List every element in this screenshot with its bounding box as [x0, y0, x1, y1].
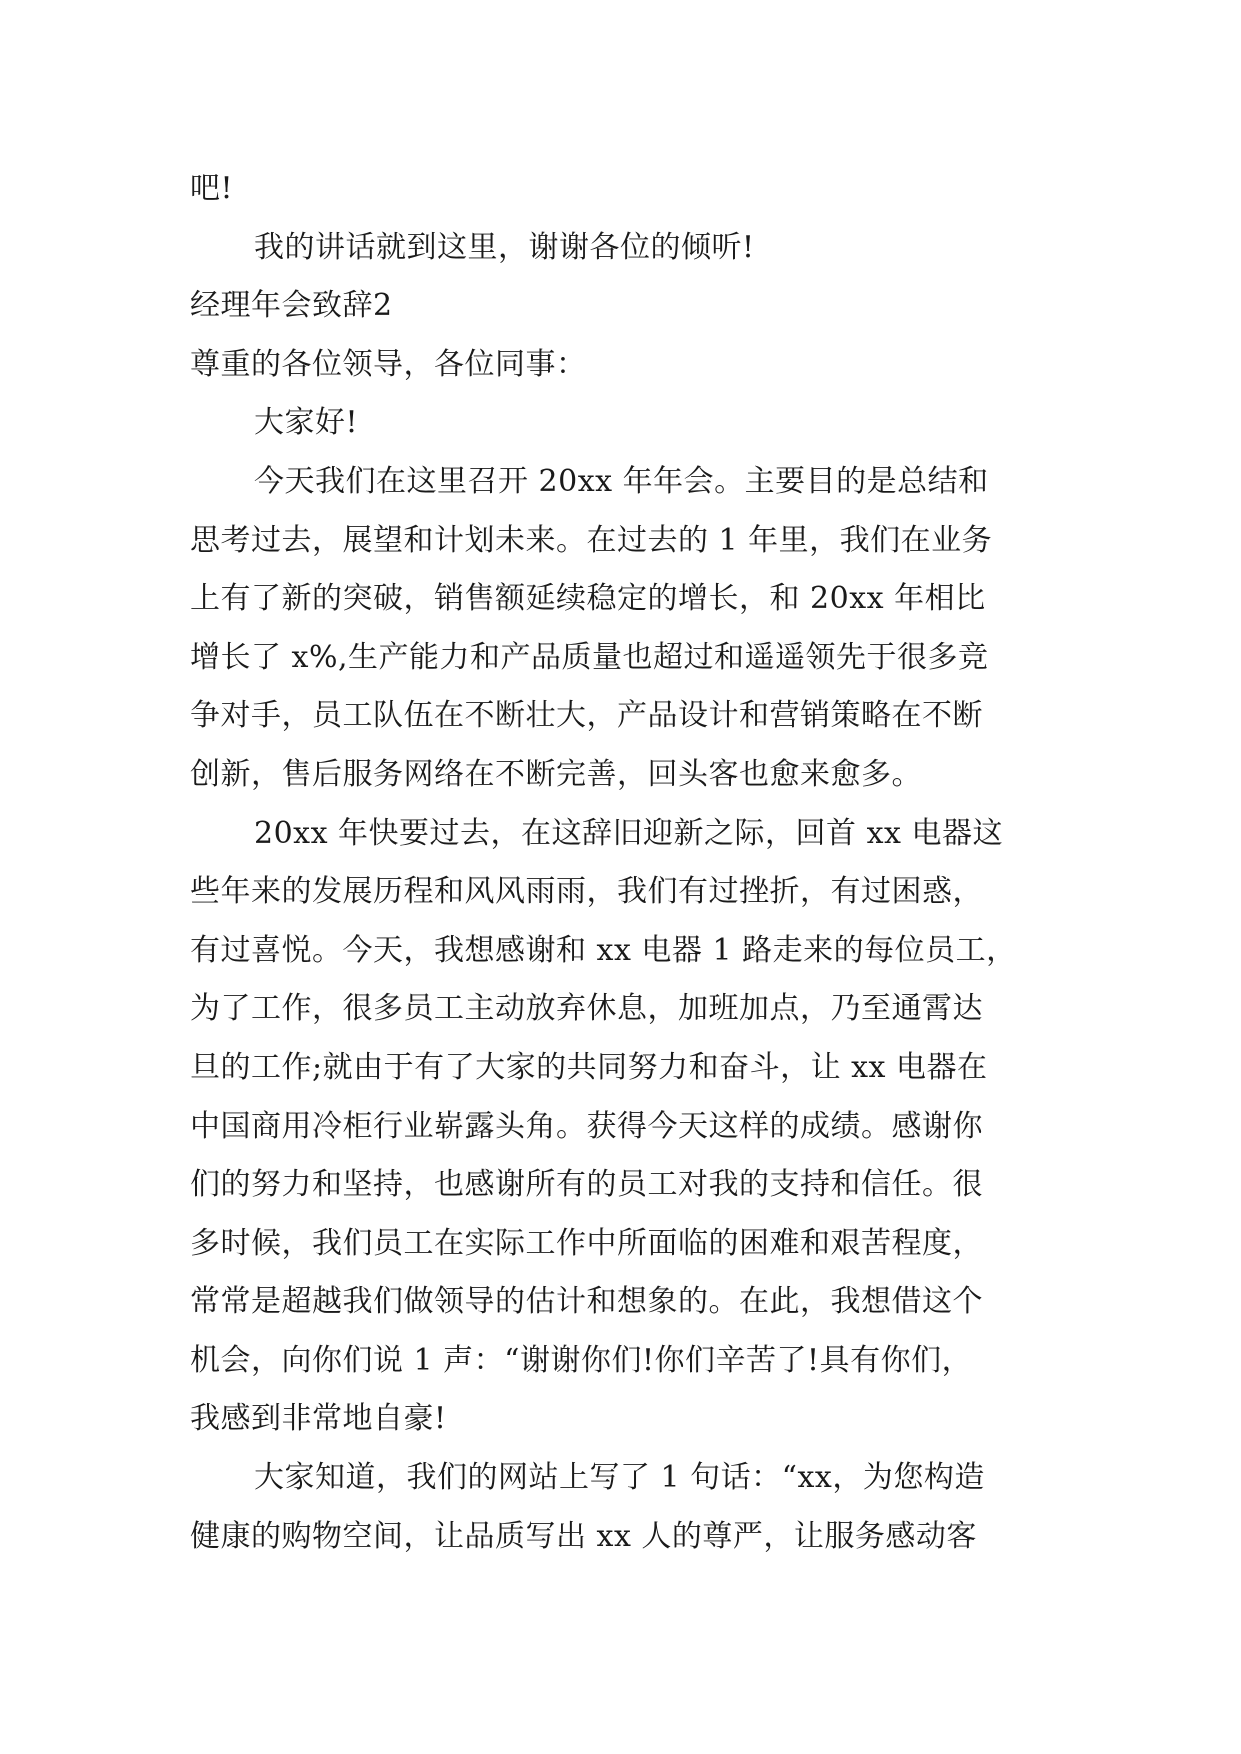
text-line: 创新，售后服务网络在不断完善，回头客也愈来愈多。	[190, 756, 922, 792]
text-line: 机会，向你们说 1 声：“谢谢你们!你们辛苦了!具有你们，	[190, 1342, 973, 1378]
text-line: 健康的购物空间，让品质写出 xx 人的尊严，让服务感动客	[190, 1518, 977, 1554]
greeting: 大家好!	[254, 405, 359, 441]
text-line: 上有了新的突破，销售额延续稳定的增长，和 20xx 年相比	[190, 581, 986, 617]
text-line: 大家知道，我们的网站上写了 1 句话：“xx，为您构造	[254, 1460, 985, 1496]
text-line: 增长了 x%,生产能力和产品质量也超过和遥遥领先于很多竞	[190, 639, 989, 675]
text-line: 我感到非常地自豪!	[190, 1401, 447, 1437]
text-line: 今天我们在这里召开 20xx 年年会。主要目的是总结和	[254, 463, 989, 499]
text-line: 吧!	[190, 171, 234, 206]
text-line: 20xx 年快要过去，在这辞旧迎新之际，回首 xx 电器这	[254, 815, 1003, 851]
text-line: 争对手，员工队伍在不断壮大，产品设计和营销策略在不断	[190, 698, 983, 734]
text-line: 思考过去，展望和计划未来。在过去的 1 年里，我们在业务	[190, 522, 993, 558]
document-body	[190, 160, 1060, 1566]
text-line: 们的努力和坚持，也感谢所有的员工对我的支持和信任。很	[190, 1167, 983, 1203]
section-title: 经理年会致辞2	[190, 288, 393, 324]
text-line: 我的讲话就到这里，谢谢各位的倾听!	[254, 229, 755, 265]
text-line: 有过喜悦。今天，我想感谢和 xx 电器 1 路走来的每位员工，	[190, 932, 1017, 968]
text-line: 多时候，我们员工在实际工作中所面临的困难和艰苦程度，	[190, 1225, 983, 1261]
text-line: 些年来的发展历程和风风雨雨，我们有过挫折，有过困惑，	[190, 874, 983, 910]
salutation: 尊重的各位领导，各位同事：	[190, 346, 587, 382]
text-line: 旦的工作;就由于有了大家的共同努力和奋斗，让 xx 电器在	[190, 1049, 988, 1085]
text-line: 常常是超越我们做领导的估计和想象的。在此，我想借这个	[190, 1284, 983, 1320]
text-line: 为了工作，很多员工主动放弃休息，加班加点，乃至通霄达	[190, 991, 983, 1027]
text-line: 中国商用冷柜行业崭露头角。获得今天这样的成绩。感谢你	[190, 1108, 983, 1144]
